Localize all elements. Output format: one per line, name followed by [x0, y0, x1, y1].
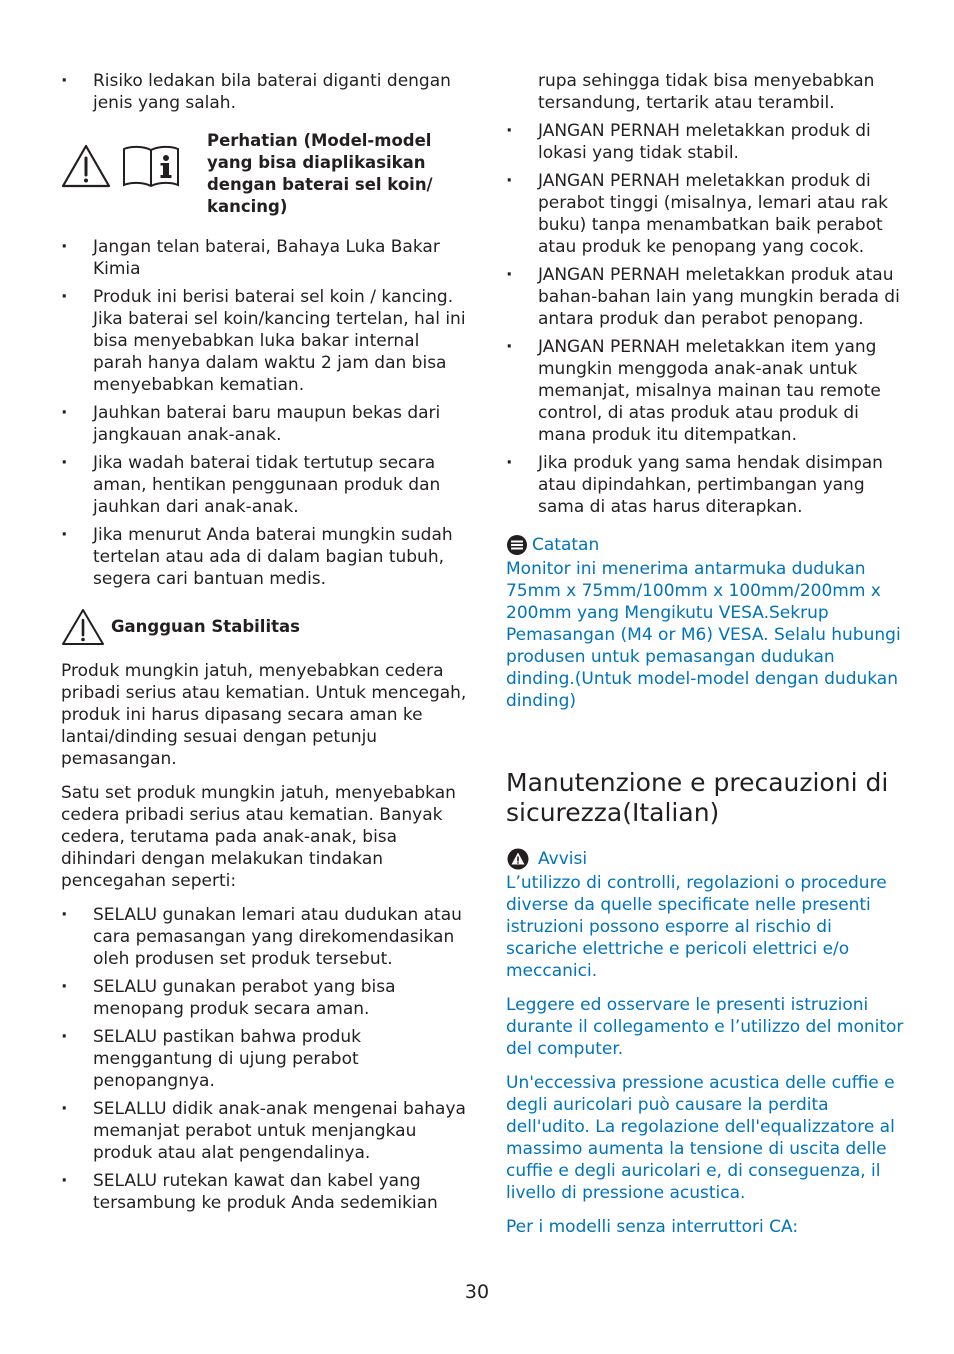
stability-title: Gangguan Stabilitas	[111, 617, 300, 636]
caution-title: Perhatian (Model-model yang bisa diaplikasikan dengan baterai sel koin/ kancing)	[207, 131, 433, 216]
list-item: · Jika wadah baterai tidak tertutup secara aman, hentikan penggunaan produk dan jauhkan dari anak-anak.	[61, 452, 471, 518]
note-heading	[506, 534, 906, 556]
list-item: · Jika menurut Anda baterai mungkin sudah tertelan atau ada di dalam bagian tubuh, segera cari bantuan medis.	[61, 524, 471, 590]
manual-info-icon	[121, 144, 181, 188]
list-item: · JANGAN PERNAH meletakkan produk di lokasi yang tidak stabil.	[506, 120, 906, 164]
warning-triangle-icon	[61, 144, 111, 188]
warning-badge-icon	[506, 848, 530, 870]
list-item: · SELALU gunakan perabot yang bisa menopang produk secara aman.	[61, 976, 471, 1020]
list-item: · SELALLU didik anak-anak mengenai bahaya memanjat perabot untuk menjangkau produk atau alat pengendalinya.	[61, 1098, 471, 1164]
caution-icons	[61, 144, 197, 188]
list-item: · SELALU pastikan bahwa produk menggantung di ujung perabot penopangnya.	[61, 1026, 471, 1092]
note-icon	[506, 534, 528, 556]
warning-label: Avvisi	[538, 849, 588, 869]
right-column	[506, 70, 906, 1250]
page-number: 30	[464, 1281, 490, 1303]
list-item: · SELALU gunakan lemari atau dudukan atau cara pemasangan yang direkomendasikan oleh produsen set produk tersebut.	[61, 904, 471, 970]
section-heading: Manutenzione e precauzioni di sicurezza(Italian)	[506, 768, 889, 827]
list-item: · Jangan telan baterai, Bahaya Luka Bakar Kimia	[61, 236, 471, 280]
paragraph: Leggere ed osservare le presenti istruzioni durante il collegamento e l’utilizzo del monitor del computer.	[506, 995, 904, 1059]
warning-triangle-icon	[61, 608, 105, 646]
list-item: · Risiko ledakan bila baterai diganti dengan jenis yang salah.	[61, 70, 471, 114]
continued-item: rupa sehingga tidak bisa menyebabkan tersandung, tertarik atau terambil.	[538, 71, 875, 113]
paragraph: Per i modelli senza interruttori CA:	[506, 1217, 799, 1237]
paragraph: Un'eccessiva pressione acustica delle cuffie e degli auricolari può causare la perdita dell'udito. La regolazione dell'equalizzatore al massimo aumenta la tensione di uscita delle cuffie e degli auricolari e, di conseguenza, il livello di pressione acustica.	[506, 1073, 895, 1203]
list-item: · JANGAN PERNAH meletakkan item yang mungkin menggoda anak-anak untuk memanjat, misalnya mainan tau remote control, di atas produk atau produk di mana produk itu ditempatkan.	[506, 336, 906, 446]
note-text: Monitor ini menerima antarmuka dudukan 75mm x 75mm/100mm x 100mm/200mm x 200mm yang Mengikutu VESA.Sekrup Pemasangan (M4 or M6) VESA. Selalu hubungi produsen untuk pemasangan dudukan dinding.(Untuk model-model dengan dudukan dinding)	[506, 559, 901, 711]
list-item: · Jauhkan baterai baru maupun bekas dari jangkauan anak-anak.	[61, 402, 471, 446]
list-item: · Produk ini berisi baterai sel koin / kancing. Jika baterai sel koin/kancing tertelan, hal ini bisa menyebabkan luka bakar internal parah hanya dalam waktu 2 jam dan bisa menyebabkan kematian.	[61, 286, 471, 396]
list-item: · Jika produk yang sama hendak disimpan atau dipindahkan, pertimbangan yang sama di atas harus diterapkan.	[506, 452, 906, 518]
note-label: Catatan	[532, 535, 600, 555]
coin-battery-caution	[61, 130, 471, 218]
list-item: · JANGAN PERNAH meletakkan produk atau bahan-bahan lain yang mungkin berada di antara produk dan perabot penopang.	[506, 264, 906, 330]
left-column	[61, 70, 471, 1220]
list-item: · SELALU rutekan kawat dan kabel yang tersambung ke produk Anda sedemikian	[61, 1170, 471, 1214]
paragraph: Satu set produk mungkin jatuh, menyebabkan cedera pribadi serius atau kematian. Banyak cedera, terutama pada anak-anak, bisa dihindari dengan melakukan tindakan pencegahan seperti:	[61, 783, 456, 891]
paragraph: L’utilizzo di controlli, regolazioni o procedure diverse da quelle specificate nelle presenti istruzioni possono esporre al rischio di scariche elettriche e pericoli elettrici e/o meccanici.	[506, 873, 887, 981]
paragraph: Produk mungkin jatuh, menyebabkan cedera pribadi serius atau kematian. Untuk mencegah, produk ini harus dipasang secara aman ke lantai/dinding sesuai dengan petunju pemasangan.	[61, 661, 467, 769]
stability-warning	[61, 608, 471, 646]
list-item: · JANGAN PERNAH meletakkan produk di perabot tinggi (misalnya, lemari atau rak buku) tanpa menambatkan baik perabot atau produk ke penopang yang cocok.	[506, 170, 906, 258]
warning-heading	[506, 848, 906, 870]
